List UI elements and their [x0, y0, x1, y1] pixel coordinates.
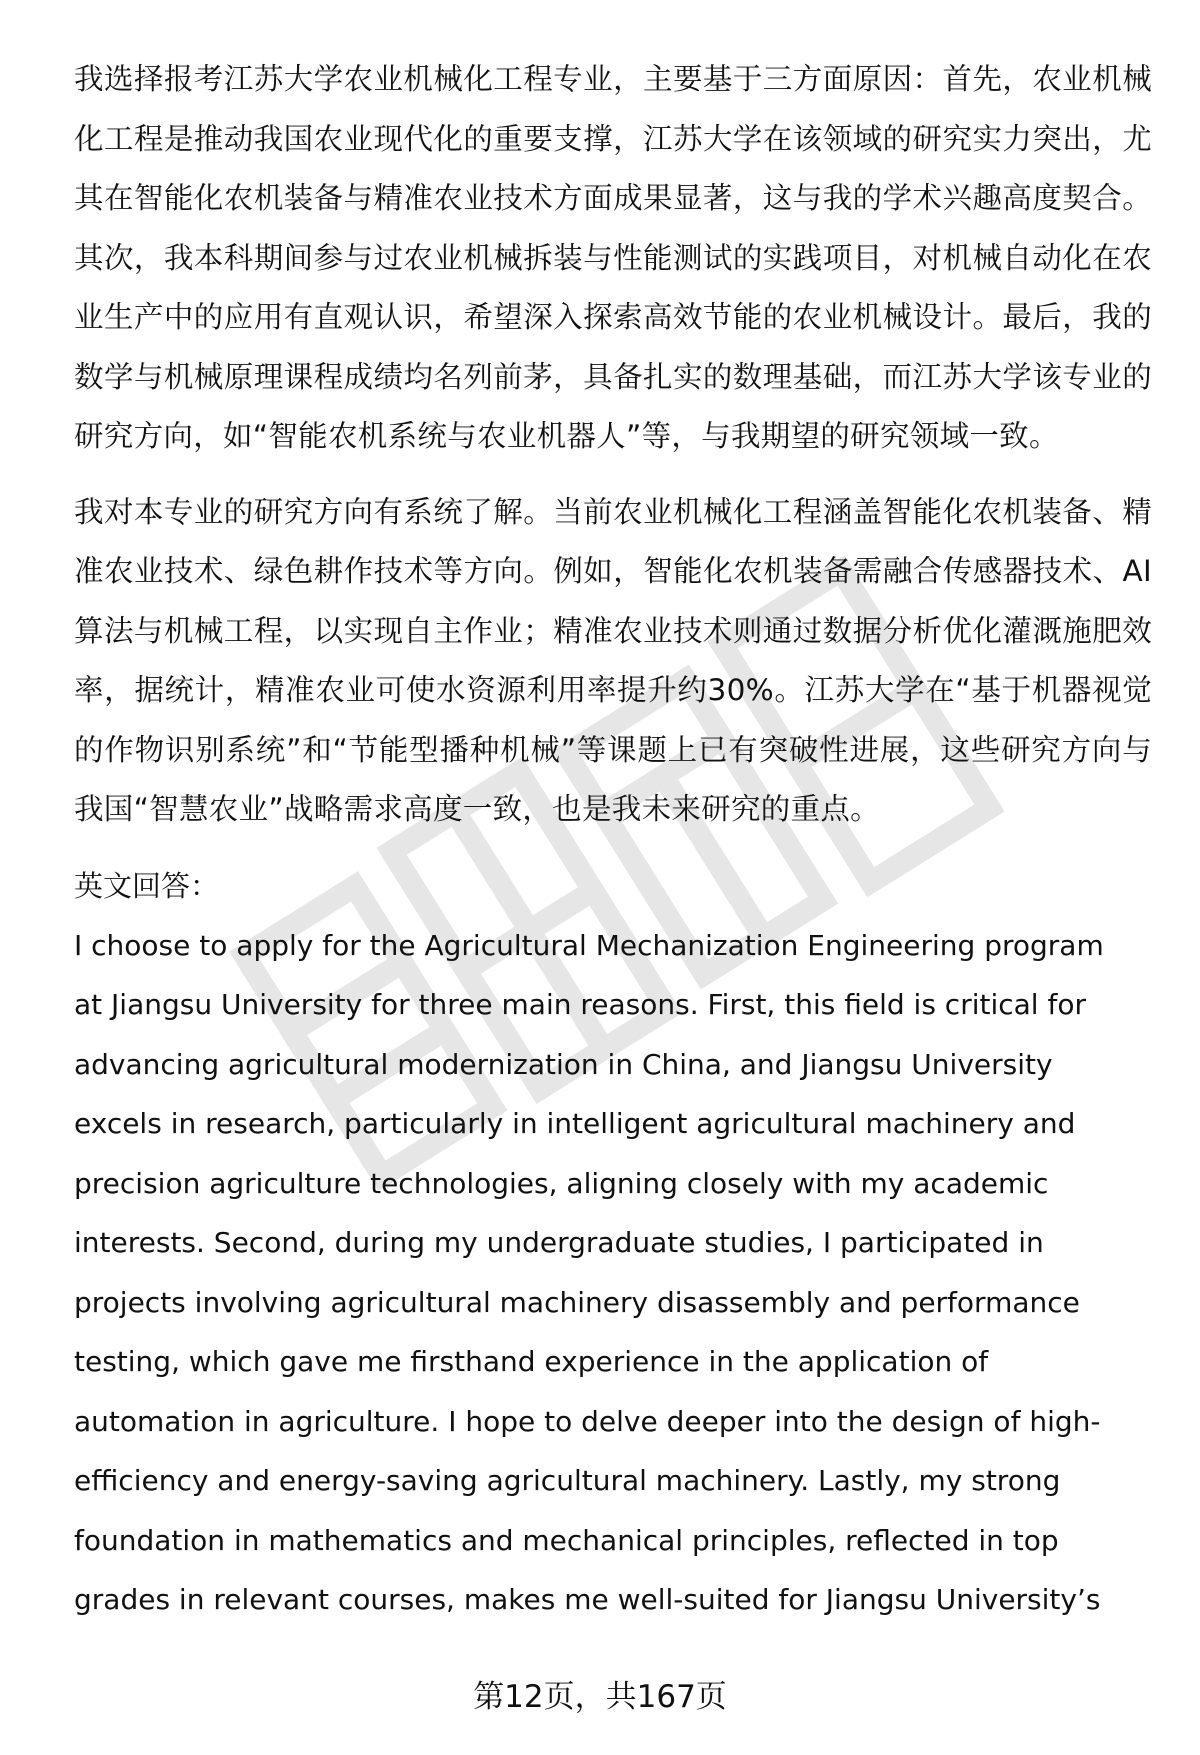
english-line: I choose to apply for the Agricultural Mechanization Engineering program [74, 928, 1104, 962]
english-answer-label: 英文回答： [74, 868, 220, 903]
document-body [74, 50, 1154, 1630]
english-line: at Jiangsu University for three main reasons. First, this field is critical for [74, 988, 1086, 1021]
english-line: foundation in mathematics and mechanical principles, reflected in top [74, 1523, 1059, 1557]
english-line: efficiency and energy-saving agricultural machinery. Lastly, my strong [74, 1464, 1061, 1497]
chinese-paragraph-research-directions: 我对本专业的研究方向有系统了解。当前农业机械化工程涵盖智能化农机装备、精准农业技术、绿色耕作技术等方向。例如，智能化农机装备需融合传感器技术、AI算法与机械工程，以实现自主作业；精准农业技术则通过数据分析优化灌溉施肥效率，据统计，精准农业可使水资源利用率提升约30%。江苏大学在“基于机器视觉的作物识别系统”和“节能型播种机械”等课题上已有突破性进展，这些研究方向与我国“智慧农业”战略需求高度一致，也是我未来研究的重点。 [74, 494, 1152, 826]
english-line: grades in relevant courses, makes me well-suited for Jiangsu University’s [74, 1583, 1101, 1616]
english-line: automation in agriculture. I hope to delve deeper into the design of high- [74, 1404, 1101, 1438]
chinese-paragraph-reasons: 我选择报考江苏大学农业机械化工程专业，主要基于三方面原因：首先，农业机械化工程是推动我国农业现代化的重要支撑，江苏大学在该领域的研究实力突出，尤其在智能化农机装备与精准农业技术方面成果显著，这与我的学术兴趣高度契合。其次，我本科期间参与过农业机械拆装与性能测试的实践项目，对机械自动化在农业生产中的应用有直观认识，希望深入探索高效节能的农业机械设计。最后，我的数学与机械原理课程成绩均名列前茅，具备扎实的数理基础，而江苏大学该专业的研究方向，如“智能农机系统与农业机器人”等，与我期望的研究领域一致。 [74, 62, 1152, 453]
english-line: advancing agricultural modernization in China, and Jiangsu University [74, 1047, 1053, 1081]
english-line: interests. Second, during my undergraduate studies, I participated in [74, 1226, 1044, 1259]
english-line: excels in research, particularly in intelligent agricultural machinery and [74, 1107, 1076, 1140]
page-number-footer: 第12页，共167页 [473, 1679, 727, 1715]
english-line: precision agriculture technologies, aligning closely with my academic [74, 1166, 1049, 1200]
english-line: testing, which gave me firsthand experience in the application of [74, 1345, 989, 1378]
english-line: projects involving agricultural machinery disassembly and performance [74, 1285, 1080, 1319]
english-answer [74, 916, 1154, 1630]
